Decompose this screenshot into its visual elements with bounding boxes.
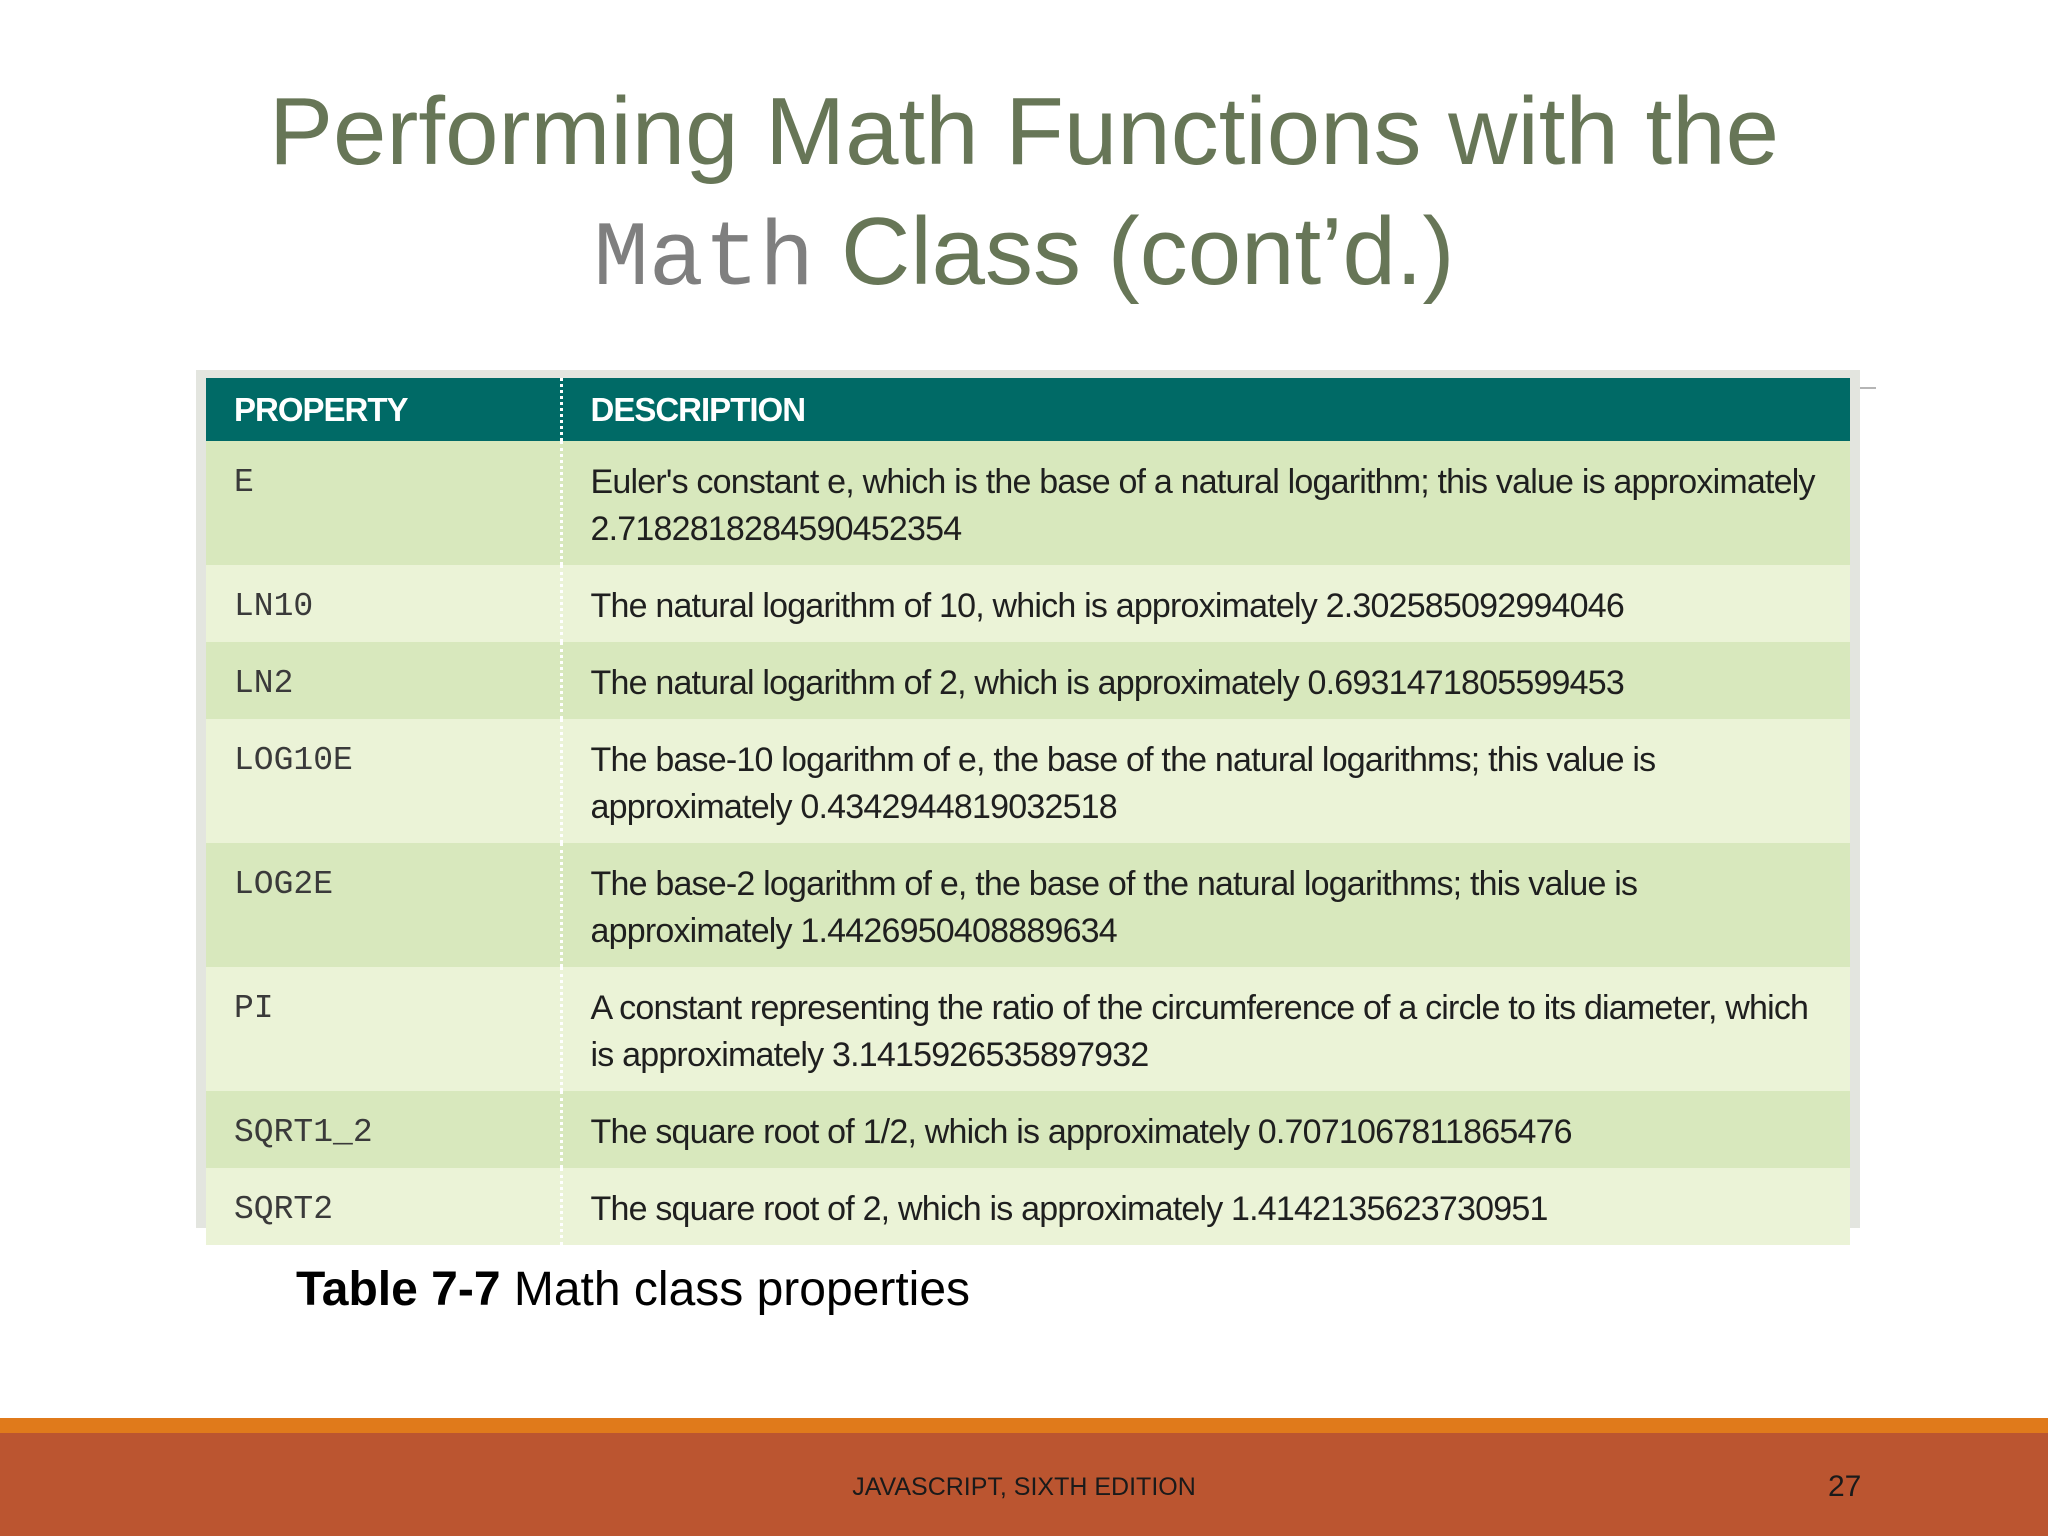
description-cell: Euler's constant e, which is the base of a natural logarithm; this value is approximately 2.718281828459045235​4 [561,441,1850,565]
table-header-row [206,378,1850,441]
table-row [206,565,1850,642]
table-row [206,1091,1850,1168]
property-cell: LN2 [206,642,561,719]
property-cell: SQRT2 [206,1168,561,1245]
property-cell: LN10 [206,565,561,642]
column-header-description: DESCRIPTION [561,378,1850,441]
page-number: 27 [1828,1470,1862,1503]
description-cell: The base-10 logarithm of e, the base of the natural logarithms; this value is approximately 0.4342944819032518 [561,719,1850,843]
caption-label: Table 7-7 [296,1263,501,1316]
description-cell: The base-2 logarithm of e, the base of the natural logarithms; this value is approximately 1.4426950408889634 [561,843,1850,967]
slide-title [0,72,2048,320]
table-row [206,1168,1850,1245]
table-caption [296,1262,970,1317]
title-code-word: Math [593,207,815,312]
description-cell: The square root of 1/2, which is approximately 0.7071067811865476 [561,1091,1850,1168]
property-cell: E [206,441,561,565]
footer-stripe [0,1418,2048,1433]
table-row [206,967,1850,1091]
property-cell: SQRT1_2 [206,1091,561,1168]
table-row [206,719,1850,843]
footer-text: JAVASCRIPT, SIXTH EDITION [852,1473,1196,1501]
table-row [206,843,1850,967]
table-edge-mark [1860,387,1876,389]
properties-table-frame [196,370,1860,1228]
table-row [206,441,1850,565]
property-cell: PI [206,967,561,1091]
description-cell: The natural logarithm of 2, which is approximately 0.6931471805599453 [561,642,1850,719]
column-header-property: PROPERTY [206,378,561,441]
properties-table [206,378,1850,1245]
property-cell: LOG10E [206,719,561,843]
title-line-1: Performing Math Functions with the [269,78,1779,185]
title-line-2 [0,192,2048,320]
caption-text: Math class properties [500,1263,971,1316]
description-cell: A constant representing the ratio of the circumference of a circle to its diameter, which is approximately 3.1415926535897932 [561,967,1850,1091]
description-cell: The square root of 2, which is approximately 1.4142135623730951 [561,1168,1850,1245]
title-line-2-rest: Class (cont’d.) [814,198,1455,305]
table-row [206,642,1850,719]
property-cell: LOG2E [206,843,561,967]
description-cell: The natural logarithm of 10, which is approximately 2.302585092994046 [561,565,1850,642]
